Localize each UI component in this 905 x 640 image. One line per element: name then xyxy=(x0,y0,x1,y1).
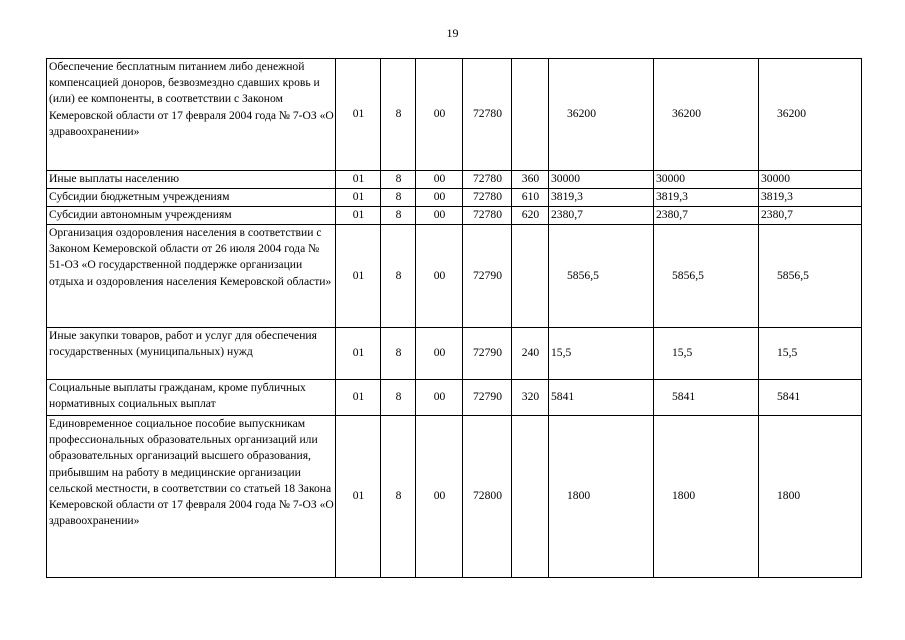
section-code: 01 xyxy=(336,416,381,578)
expense-type-code: 240 xyxy=(512,328,549,380)
budget-table xyxy=(46,58,862,578)
amount-year-1: 2380,7 xyxy=(549,207,654,225)
amount-year-2: 15,5 xyxy=(654,328,759,380)
amount-year-1: 5841 xyxy=(549,380,654,416)
amount-year-3: 1800 xyxy=(759,416,862,578)
expense-type-code: 360 xyxy=(512,171,549,189)
amount-year-3: 15,5 xyxy=(759,328,862,380)
expense-type-code: 320 xyxy=(512,380,549,416)
amount-year-2: 5841 xyxy=(654,380,759,416)
row-name: Субсидии автономным учреждениям xyxy=(47,207,336,225)
table-row xyxy=(47,171,862,189)
amount-year-3: 30000 xyxy=(759,171,862,189)
table-row xyxy=(47,189,862,207)
amount-year-3: 5856,5 xyxy=(759,225,862,328)
table-row xyxy=(47,416,862,578)
row-name: Единовременное социальное пособие выпускникам профессиональных образовательных организаций или образовательных организаций высшего образования, прибывшим на работу в медицинские организации сельской местности, в соответствии со статьей 18 Закона Кемеровской области от 17 февраля 2004 года № 7-ОЗ «О здравоохранении» xyxy=(47,416,336,578)
amount-year-2: 2380,7 xyxy=(654,207,759,225)
subprogram-code: 00 xyxy=(416,416,463,578)
section-code: 01 xyxy=(336,207,381,225)
expense-type-code xyxy=(512,59,549,171)
program-code: 8 xyxy=(381,189,416,207)
section-code: 01 xyxy=(336,225,381,328)
program-code: 8 xyxy=(381,59,416,171)
table-row xyxy=(47,328,862,380)
subprogram-code: 00 xyxy=(416,59,463,171)
amount-year-2: 3819,3 xyxy=(654,189,759,207)
amount-year-3: 2380,7 xyxy=(759,207,862,225)
expense-type-code: 620 xyxy=(512,207,549,225)
program-code: 8 xyxy=(381,207,416,225)
amount-year-1: 3819,3 xyxy=(549,189,654,207)
row-name: Субсидии бюджетным учреждениям xyxy=(47,189,336,207)
direction-code: 72780 xyxy=(463,59,512,171)
subprogram-code: 00 xyxy=(416,207,463,225)
section-code: 01 xyxy=(336,328,381,380)
section-code: 01 xyxy=(336,171,381,189)
row-name: Организация оздоровления населения в соответствии с Законом Кемеровской области от 26 июля 2004 года № 51-ОЗ «О государственной поддержке организации отдыха и оздоровления населения Кемеровской области» xyxy=(47,225,336,328)
program-code: 8 xyxy=(381,416,416,578)
direction-code: 72790 xyxy=(463,225,512,328)
subprogram-code: 00 xyxy=(416,380,463,416)
subprogram-code: 00 xyxy=(416,225,463,328)
amount-year-1: 30000 xyxy=(549,171,654,189)
amount-year-1: 15,5 xyxy=(549,328,654,380)
expense-type-code xyxy=(512,416,549,578)
amount-year-1: 1800 xyxy=(549,416,654,578)
direction-code: 72800 xyxy=(463,416,512,578)
table-row xyxy=(47,225,862,328)
amount-year-1: 36200 xyxy=(549,59,654,171)
amount-year-2: 1800 xyxy=(654,416,759,578)
amount-year-2: 30000 xyxy=(654,171,759,189)
direction-code: 72790 xyxy=(463,328,512,380)
amount-year-3: 36200 xyxy=(759,59,862,171)
amount-year-1: 5856,5 xyxy=(549,225,654,328)
amount-year-3: 5841 xyxy=(759,380,862,416)
row-name: Иные выплаты населению xyxy=(47,171,336,189)
row-name: Обеспечение бесплатным питанием либо денежной компенсацией доноров, безвозмездно сдавших кровь и (или) ее компоненты, в соответствии с Законом Кемеровской области от 17 февраля 2004 года № 7-ОЗ «О здравоохранении» xyxy=(47,59,336,171)
amount-year-2: 36200 xyxy=(654,59,759,171)
program-code: 8 xyxy=(381,328,416,380)
page-number: 19 xyxy=(446,26,459,40)
subprogram-code: 00 xyxy=(416,328,463,380)
table-row xyxy=(47,207,862,225)
direction-code: 72780 xyxy=(463,207,512,225)
amount-year-3: 3819,3 xyxy=(759,189,862,207)
direction-code: 72790 xyxy=(463,380,512,416)
table-row xyxy=(47,59,862,171)
expense-type-code xyxy=(512,225,549,328)
program-code: 8 xyxy=(381,225,416,328)
subprogram-code: 00 xyxy=(416,189,463,207)
row-name: Социальные выплаты гражданам, кроме публичных нормативных социальных выплат xyxy=(47,380,336,416)
section-code: 01 xyxy=(336,189,381,207)
table-row xyxy=(47,380,862,416)
amount-year-2: 5856,5 xyxy=(654,225,759,328)
section-code: 01 xyxy=(336,59,381,171)
section-code: 01 xyxy=(336,380,381,416)
direction-code: 72780 xyxy=(463,171,512,189)
expense-type-code: 610 xyxy=(512,189,549,207)
subprogram-code: 00 xyxy=(416,171,463,189)
direction-code: 72780 xyxy=(463,189,512,207)
program-code: 8 xyxy=(381,171,416,189)
program-code: 8 xyxy=(381,380,416,416)
row-name: Иные закупки товаров, работ и услуг для обеспечения государственных (муниципальных) нужд xyxy=(47,328,336,380)
